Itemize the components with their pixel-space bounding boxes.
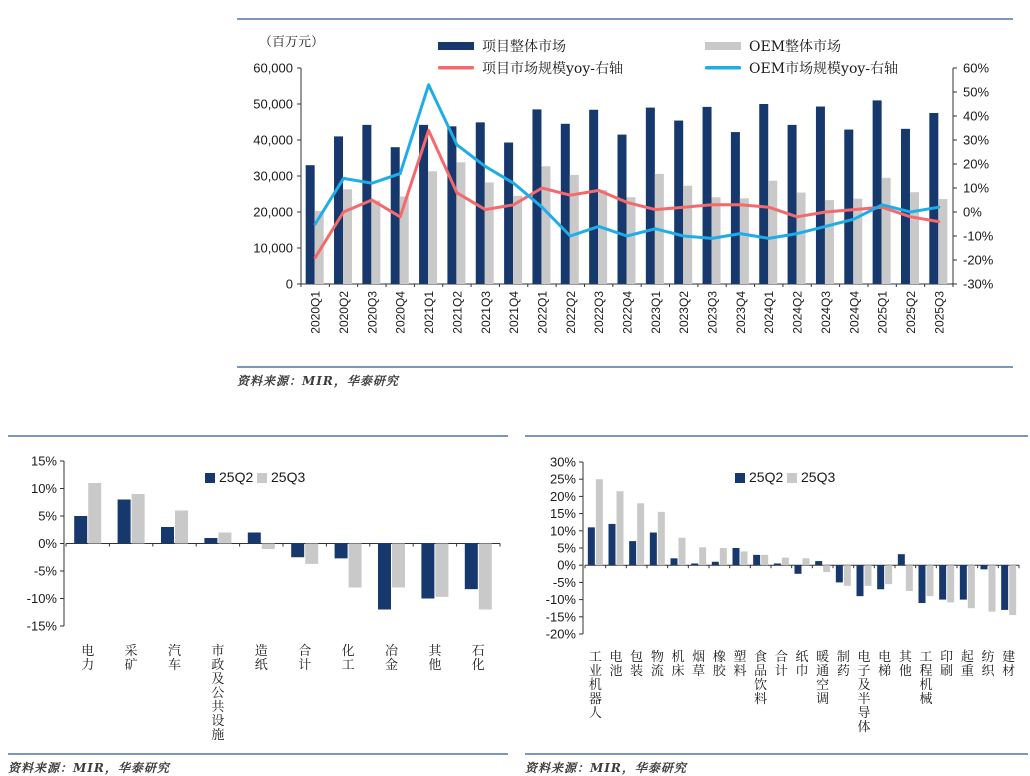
category-label: 机床 <box>671 650 685 679</box>
category-label: 电力 <box>81 644 95 673</box>
bar-25Q3 <box>885 565 892 584</box>
category-label: 冶金 <box>384 644 399 673</box>
bar-25Q2 <box>753 555 760 565</box>
category-label: 2023Q4 <box>733 291 748 334</box>
y-axis-label: 30% <box>549 454 576 470</box>
legend-item <box>705 60 898 77</box>
category-label: 2022Q3 <box>592 291 607 334</box>
bar-25Q2 <box>981 565 988 569</box>
legend-swatch <box>735 473 745 483</box>
bar-25Q2 <box>609 524 616 565</box>
y-axis-label: 5% <box>557 540 576 556</box>
bar-25Q3 <box>658 512 665 565</box>
right-axis-label: 60% <box>963 60 990 76</box>
bar-OEM整体市场 <box>712 197 721 284</box>
legend-item <box>438 60 623 77</box>
category-label: 2023Q1 <box>648 291 663 334</box>
category-label: 橡胶 <box>712 650 726 679</box>
category-label: 2020Q3 <box>365 291 380 334</box>
bar-25Q2 <box>650 533 657 566</box>
figure-bottom-rule <box>237 366 1013 368</box>
bar-25Q2 <box>815 561 822 565</box>
left-axis-label: 0 <box>285 276 293 292</box>
bar-项目整体市场 <box>306 165 315 284</box>
bar-项目整体市场 <box>674 121 683 284</box>
category-label: 汽车 <box>167 644 182 673</box>
legend-label: 25Q2 <box>219 469 254 485</box>
legend-swatch <box>787 473 797 483</box>
bar-25Q3 <box>968 565 975 608</box>
bar-项目整体市场 <box>334 136 343 284</box>
bar-25Q3 <box>844 565 851 586</box>
bar-项目整体市场 <box>646 108 655 284</box>
bar-25Q2 <box>774 563 781 565</box>
bar-OEM整体市场 <box>853 199 862 284</box>
bar-OEM整体市场 <box>343 189 352 284</box>
category-label: 工程机械 <box>919 650 933 707</box>
right-axis-label: 20% <box>963 156 990 172</box>
figure-downstream-oem <box>525 435 1028 776</box>
bar-25Q3 <box>1009 565 1016 615</box>
category-label: 纺织 <box>981 650 995 679</box>
bar-项目整体市场 <box>447 126 456 284</box>
bar-25Q3 <box>88 483 101 544</box>
bar-25Q3 <box>262 544 275 550</box>
bar-25Q3 <box>479 544 492 610</box>
bar-25Q3 <box>989 565 996 611</box>
bar-OEM整体市场 <box>938 199 947 284</box>
right-axis-label: 50% <box>963 84 990 100</box>
left-axis-label: 60,000 <box>253 60 293 76</box>
left-axis-label: 40,000 <box>253 132 293 148</box>
category-label: 建材 <box>1002 650 1016 679</box>
bar-项目整体市场 <box>618 135 627 284</box>
category-label: 2025Q2 <box>903 291 918 334</box>
y-axis-label: 0% <box>557 557 576 573</box>
category-label: 起重 <box>960 650 974 679</box>
legend-label: 25Q3 <box>801 469 836 485</box>
category-label: 化工 <box>341 644 355 673</box>
bar-25Q2 <box>1001 565 1008 610</box>
bar-25Q2 <box>671 558 678 565</box>
bar-项目整体市场 <box>873 100 882 284</box>
category-label: 2024Q3 <box>818 291 833 334</box>
bar-25Q2 <box>161 527 174 544</box>
bar-25Q3 <box>761 555 768 565</box>
category-label: 造纸 <box>254 644 268 673</box>
y-axis-label: -10% <box>26 591 57 606</box>
bar-OEM整体市场 <box>768 181 777 284</box>
y-axis-label: 0% <box>38 536 57 551</box>
bar-25Q3 <box>927 565 934 596</box>
category-label: 烟草 <box>692 650 706 679</box>
bar-25Q3 <box>596 479 603 565</box>
bar-OEM整体市场 <box>570 175 579 284</box>
category-label: 食品饮料 <box>754 650 768 707</box>
category-label: 2025Q1 <box>875 291 890 334</box>
bar-25Q2 <box>378 544 391 610</box>
bar-25Q2 <box>74 516 87 544</box>
category-label: 2022Q2 <box>563 291 578 334</box>
bar-OEM整体市场 <box>598 190 607 284</box>
figure-bottom-rule <box>8 753 508 755</box>
y-axis-label: -5% <box>33 563 57 579</box>
bar-OEM整体市场 <box>456 162 465 284</box>
bar-25Q3 <box>637 503 644 565</box>
legend-swatch <box>205 473 215 483</box>
legend-swatch <box>705 66 741 70</box>
bar-25Q3 <box>435 544 448 597</box>
bar-项目整体市场 <box>561 124 570 284</box>
bar-25Q2 <box>898 554 905 565</box>
category-label: 石化 <box>471 644 485 673</box>
figure-bottom-rule <box>525 753 1028 755</box>
bar-25Q2 <box>857 565 864 596</box>
bar-25Q2 <box>421 544 434 599</box>
legend-item <box>705 38 841 55</box>
left-axis-label: 30,000 <box>253 168 293 184</box>
bar-OEM整体市场 <box>541 166 550 284</box>
category-label: 2021Q4 <box>507 291 522 334</box>
y-axis-label: 10% <box>30 481 57 496</box>
y-axis-label: 25% <box>549 471 576 487</box>
bar-25Q2 <box>588 527 595 565</box>
legend-label: 25Q2 <box>749 469 784 485</box>
legend-item <box>735 469 783 485</box>
right-axis-label: 40% <box>963 108 990 124</box>
bar-25Q3 <box>132 494 145 544</box>
category-label: 采矿 <box>124 644 138 673</box>
right-axis-label: -20% <box>963 252 994 268</box>
bar-25Q2 <box>877 565 884 589</box>
y-axis-label: 20% <box>549 488 576 504</box>
bar-25Q2 <box>248 533 261 544</box>
bar-项目整体市场 <box>532 109 541 284</box>
bar-25Q3 <box>947 565 954 602</box>
category-label: 暖通空调 <box>816 650 830 707</box>
bar-OEM整体市场 <box>513 196 522 284</box>
legend-label: 25Q3 <box>271 469 306 485</box>
category-label: 纸巾 <box>795 650 809 679</box>
category-label: 2022Q4 <box>620 291 635 334</box>
bar-25Q3 <box>349 544 362 588</box>
category-label: 市政及公共设施 <box>211 644 225 743</box>
bar-25Q2 <box>836 565 843 582</box>
bar-项目整体市场 <box>929 113 938 284</box>
downstream-oem-chart <box>525 437 1028 753</box>
y-axis-label: 10% <box>549 523 576 539</box>
bar-25Q2 <box>733 548 740 565</box>
bar-项目整体市场 <box>703 107 712 284</box>
bar-25Q3 <box>617 491 624 565</box>
bar-25Q3 <box>175 511 188 544</box>
category-label: 2023Q3 <box>705 290 720 334</box>
downstream-project-chart <box>8 437 508 753</box>
bar-25Q2 <box>335 544 348 559</box>
legend-swatch <box>257 473 267 483</box>
legend-item <box>257 469 305 485</box>
unit-label: （百万元） <box>259 35 325 50</box>
bar-项目整体市场 <box>731 132 740 284</box>
right-axis-label: -10% <box>963 228 994 244</box>
source-note: 资料来源：MIR，华泰研究 <box>237 374 399 388</box>
category-label: 2023Q2 <box>677 291 692 334</box>
bar-项目整体市场 <box>816 107 825 284</box>
category-label: 2020Q1 <box>308 291 323 334</box>
category-label: 2024Q1 <box>762 291 777 334</box>
bar-25Q3 <box>679 538 686 566</box>
legend-label: 项目整体市场 <box>482 39 566 55</box>
bar-25Q3 <box>699 547 706 565</box>
bar-25Q2 <box>919 565 926 603</box>
y-axis-label: -15% <box>545 609 576 625</box>
y-axis-label: -10% <box>545 592 576 608</box>
legend-label: OEM市场规模yoy-右轴 <box>749 61 899 77</box>
legend-item <box>787 469 835 485</box>
bar-25Q2 <box>691 563 698 565</box>
category-label: 合计 <box>298 644 312 673</box>
legend-swatch <box>705 42 741 50</box>
category-label: 2021Q3 <box>478 291 493 334</box>
bar-25Q2 <box>291 544 304 558</box>
y-axis-label: -20% <box>545 626 576 642</box>
bar-25Q3 <box>741 551 748 565</box>
legend-item <box>205 469 253 485</box>
category-label: 2022Q1 <box>535 291 550 334</box>
y-axis-label: -15% <box>26 618 57 634</box>
bar-25Q2 <box>118 500 131 544</box>
bar-项目整体市场 <box>844 130 853 284</box>
bar-25Q2 <box>939 565 946 599</box>
category-label: 2024Q4 <box>847 291 862 334</box>
category-label: 印刷 <box>940 650 954 679</box>
source-note: 资料来源：MIR，华泰研究 <box>8 761 170 775</box>
left-axis-label: 50,000 <box>253 96 293 112</box>
bar-项目整体市场 <box>901 129 910 284</box>
bar-OEM整体市场 <box>371 200 380 284</box>
y-axis-label: 5% <box>38 508 57 524</box>
bar-OEM整体市场 <box>910 192 919 284</box>
y-axis-label: 15% <box>30 453 57 469</box>
category-label: 其他 <box>428 644 442 673</box>
source-note: 资料来源：MIR，华泰研究 <box>525 761 687 775</box>
bar-25Q2 <box>712 562 719 565</box>
category-label: 工业机器人 <box>588 650 602 721</box>
bar-OEM整体市场 <box>797 193 806 284</box>
category-label: 制药 <box>836 650 850 679</box>
category-label: 其他 <box>898 650 912 679</box>
bar-25Q2 <box>204 538 217 544</box>
category-label: 包装 <box>630 650 644 679</box>
category-label: 塑料 <box>733 650 747 679</box>
legend-swatch <box>438 42 474 50</box>
left-axis-label: 10,000 <box>253 240 293 256</box>
bar-项目整体市场 <box>589 110 598 284</box>
category-label: 2025Q3 <box>932 291 947 334</box>
bar-25Q2 <box>629 541 636 565</box>
bar-项目整体市场 <box>759 104 768 284</box>
bar-25Q3 <box>803 558 810 565</box>
bar-25Q3 <box>305 544 318 564</box>
legend-swatch <box>438 66 474 70</box>
bar-OEM整体市场 <box>882 178 891 284</box>
bar-25Q3 <box>392 544 405 588</box>
bar-25Q3 <box>823 565 830 572</box>
legend-label: OEM整体市场 <box>749 39 842 55</box>
figure-downstream-project <box>8 435 508 776</box>
bar-25Q2 <box>465 544 478 590</box>
overall-market-chart <box>237 20 1013 366</box>
right-axis-label: 10% <box>963 180 990 196</box>
y-axis-label: -5% <box>552 574 576 590</box>
category-label: 电梯 <box>878 650 892 679</box>
bar-OEM整体市场 <box>740 198 749 284</box>
bar-OEM整体市场 <box>627 197 636 284</box>
legend-label: 项目市场规模yoy-右轴 <box>482 61 623 77</box>
figure-overall-market <box>237 18 1013 389</box>
category-label: 2024Q2 <box>790 291 805 334</box>
bar-项目整体市场 <box>788 125 797 284</box>
bar-项目整体市场 <box>504 143 513 284</box>
y-axis-label: 15% <box>549 506 576 522</box>
bar-OEM整体市场 <box>485 182 494 284</box>
bar-25Q3 <box>720 548 727 565</box>
category-label: 2020Q2 <box>337 291 352 334</box>
bar-25Q3 <box>865 565 872 586</box>
category-label: 电子及半导体 <box>857 650 871 735</box>
category-label: 2021Q2 <box>450 291 465 334</box>
category-label: 2020Q4 <box>393 291 408 334</box>
bar-OEM整体市场 <box>428 171 437 284</box>
right-axis-label: -30% <box>963 276 994 292</box>
category-label: 物流 <box>650 650 664 679</box>
bar-25Q2 <box>960 565 967 599</box>
category-label: 2021Q1 <box>422 291 437 334</box>
legend-item <box>438 38 566 55</box>
bar-25Q2 <box>795 565 802 574</box>
bar-25Q3 <box>906 565 913 591</box>
right-axis-label: 0% <box>963 204 982 220</box>
left-axis-label: 20,000 <box>253 204 293 220</box>
category-label: 合计 <box>774 650 788 679</box>
right-axis-label: 30% <box>963 132 990 148</box>
bar-25Q3 <box>782 558 789 566</box>
bar-25Q3 <box>218 533 231 544</box>
category-label: 电池 <box>609 650 623 679</box>
